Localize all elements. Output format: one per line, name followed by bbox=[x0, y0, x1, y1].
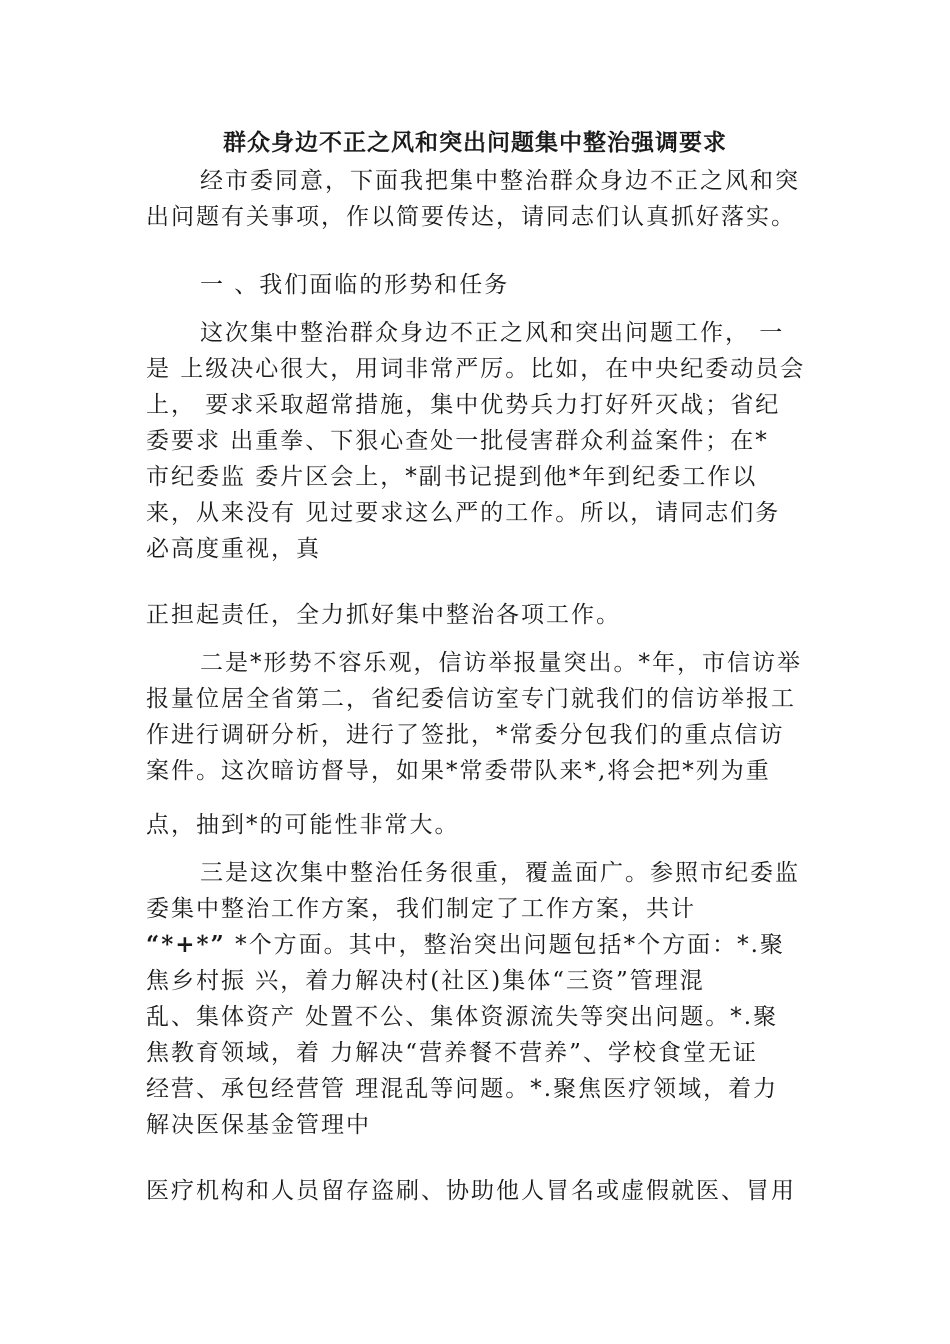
text-line: 焦教育领域，着 力解决“营养餐不营养”、学校食堂无证 bbox=[146, 1040, 758, 1066]
text-line: 出问题有关事项，作以简要传达，请同志们认真抓好落实。 bbox=[146, 204, 796, 230]
text-line-rest: *个方面。其中，整治突出问题包括*个方面：*.聚 bbox=[225, 932, 785, 958]
text-line: 报量位居全省第二，省纪委信访室专门就我们的信访举报工 bbox=[146, 686, 796, 712]
text-line: 二是*形势不容乐观，信访举报量突出。*年，市信访举 bbox=[200, 650, 802, 676]
text-line: 上， 要求采取超常措施，集中优势兵力打好歼灭战；省纪 bbox=[146, 392, 781, 418]
text-line: 经营、承包经营管 理混乱等问题。*.聚焦医疗领域，着力 bbox=[146, 1076, 779, 1102]
text-line: 必高度重视，真 bbox=[146, 536, 321, 562]
text-line: 这次集中整治群众身边不正之风和突出问题工作， 一 bbox=[200, 320, 785, 346]
text-line: 医疗机构和人员留存盗刷、协助他人冒名或虚假就医、冒用 bbox=[146, 1178, 796, 1204]
text-line: 正担起责任，全力抓好集中整治各项工作。 bbox=[146, 602, 621, 628]
text-line: 委要求 出重拳、下狠心查处一批侵害群众利益案件；在* bbox=[146, 428, 769, 454]
text-line: 解决医保基金管理中 bbox=[146, 1112, 371, 1138]
text-line: 是 上级决心很大，用词非常严厉。比如，在中央纪委动员会 bbox=[146, 356, 806, 382]
text-line: 乱、集体资产 处置不公、集体资源流失等突出问题。*.聚 bbox=[146, 1004, 779, 1030]
section-heading: 一 、我们面临的形势和任务 bbox=[200, 272, 510, 298]
text-line: 委集中整治工作方案，我们制定了工作方案，共计 bbox=[146, 896, 696, 922]
text-line: 焦乡村振 兴，着力解决村(社区)集体“三资”管理混 bbox=[146, 968, 705, 994]
text-line: 经市委同意，下面我把集中整治群众身边不正之风和突 bbox=[200, 168, 800, 194]
text-line: 三是这次集中整治任务很重，覆盖面广。参照市纪委监 bbox=[200, 860, 800, 886]
text-line: 作进行调研分析，进行了签批，*常委分包我们的重点信访 bbox=[146, 722, 785, 748]
text-line bbox=[146, 930, 785, 960]
text-line: 市纪委监 委片区会上，*副书记提到他*年到纪委工作以 bbox=[146, 464, 758, 490]
text-line: 案件。这次暗访督导，如果*常委带队来*,将会把*列为重 bbox=[146, 758, 771, 784]
emphasis-label: “*+*” bbox=[146, 931, 226, 958]
document-title: 群众身边不正之风和突出问题集中整治强调要求 bbox=[223, 129, 727, 156]
text-line: 来，从来没有 见过要求这么严的工作。所以，请同志们务 bbox=[146, 500, 781, 526]
text-line: 点，抽到*的可能性非常大。 bbox=[146, 812, 460, 838]
